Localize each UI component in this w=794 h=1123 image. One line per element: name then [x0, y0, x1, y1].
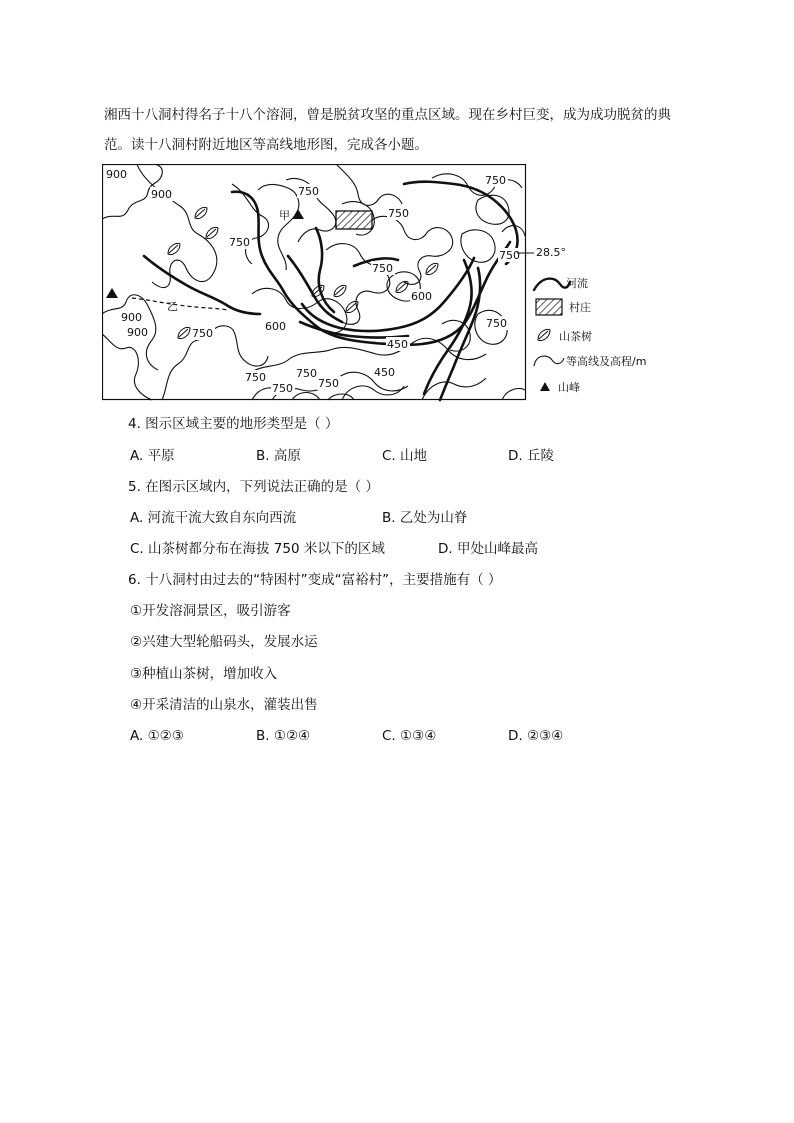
contour-label: 750 [485, 174, 506, 187]
contour-label: 600 [265, 320, 286, 333]
legend-contour-label: 等高线及高程/m [566, 355, 647, 368]
question-4-option-b[interactable]: B. 高原 [256, 448, 301, 464]
contour-label: 750 [298, 185, 319, 198]
question-4-option-d[interactable]: D. 丘陵 [508, 448, 554, 464]
question-6-stem: 6. 十八洞村由过去的“特困村”变成“富裕村”，主要措施有（ ） [128, 572, 502, 588]
contour-label: 750 [486, 317, 507, 330]
peak-icon-west [106, 288, 118, 298]
contour-map [102, 164, 672, 404]
map-legend [534, 276, 646, 394]
legend-tea-tree-label: 山茶树 [559, 330, 592, 343]
contour-label: 750 [245, 371, 266, 384]
question-6-item-4: ④开采清洁的山泉水，灌装出售 [130, 697, 318, 713]
contour-label: 900 [121, 311, 142, 324]
question-6-item-1: ①开发溶洞景区，吸引游客 [130, 603, 291, 619]
intro-paragraph [104, 100, 704, 160]
contour-label: 750 [229, 236, 250, 249]
legend-tea-tree-icon [538, 329, 550, 340]
contour-label: 900 [151, 188, 172, 201]
question-6-item-3: ③种植山茶树，增加收入 [130, 666, 278, 682]
question-6-option-c[interactable]: C. ①③④ [382, 728, 437, 744]
contour-label: 900 [127, 326, 148, 339]
village-icon [336, 211, 372, 229]
contour-label: 750 [388, 207, 409, 220]
latitude-label: 28.5° [536, 246, 566, 259]
contour-label: 450 [374, 366, 395, 379]
contour-label: 750 [192, 327, 213, 340]
legend-village-label: 村庄 [569, 301, 591, 314]
contour-label: 750 [272, 382, 293, 395]
question-5-option-a[interactable]: A. 河流干流大致自东向西流 [130, 510, 297, 526]
contour-label: 750 [372, 262, 393, 275]
rivers [144, 182, 518, 400]
legend-river-label: 河流 [566, 277, 588, 290]
contour-label: 750 [499, 249, 520, 262]
question-4-option-c[interactable]: C. 山地 [382, 448, 428, 464]
legend-river-icon [534, 279, 570, 290]
legend-contour-icon [534, 356, 564, 366]
contour-label: 600 [411, 290, 432, 303]
legend-peak-icon [540, 382, 550, 391]
question-5-option-b[interactable]: B. 乙处为山脊 [382, 510, 468, 526]
point-yi-label: 乙 [167, 300, 178, 313]
question-6-item-2: ②兴建大型轮船码头，发展水运 [130, 634, 318, 650]
contour-label: 750 [318, 377, 339, 390]
intro-line-1: 湘西十八洞村得名子十八个溶洞，曾是脱贫攻坚的重点区域。现在乡村巨变，成为成功脱贫的典 [104, 107, 671, 123]
question-6-option-a[interactable]: A. ①②③ [130, 728, 184, 744]
contour-label: 450 [387, 338, 408, 351]
contour-label: 750 [296, 367, 317, 380]
question-4-stem: 4. 图示区域主要的地形类型是（ ） [128, 416, 339, 432]
legend-peak-label: 山峰 [558, 381, 580, 394]
point-jia-label: 甲 [279, 209, 290, 222]
legend-village-icon [536, 299, 562, 315]
question-6-option-b[interactable]: B. ①②④ [256, 728, 311, 744]
contour-label: 900 [106, 168, 127, 181]
question-4-option-a[interactable]: A. 平原 [130, 448, 175, 464]
question-5-option-d[interactable]: D. 甲处山峰最高 [438, 541, 538, 557]
question-6-option-d[interactable]: D. ②③④ [508, 728, 564, 744]
question-5-stem: 5. 在图示区域内，下列说法正确的是（ ） [128, 479, 379, 495]
peak-icon-jia [292, 209, 304, 219]
question-5-option-c[interactable]: C. 山茶树都分布在海拔 750 米以下的区域 [130, 541, 385, 557]
intro-line-2: 范。读十八洞村附近地区等高线地形图，完成各小题。 [104, 137, 428, 153]
